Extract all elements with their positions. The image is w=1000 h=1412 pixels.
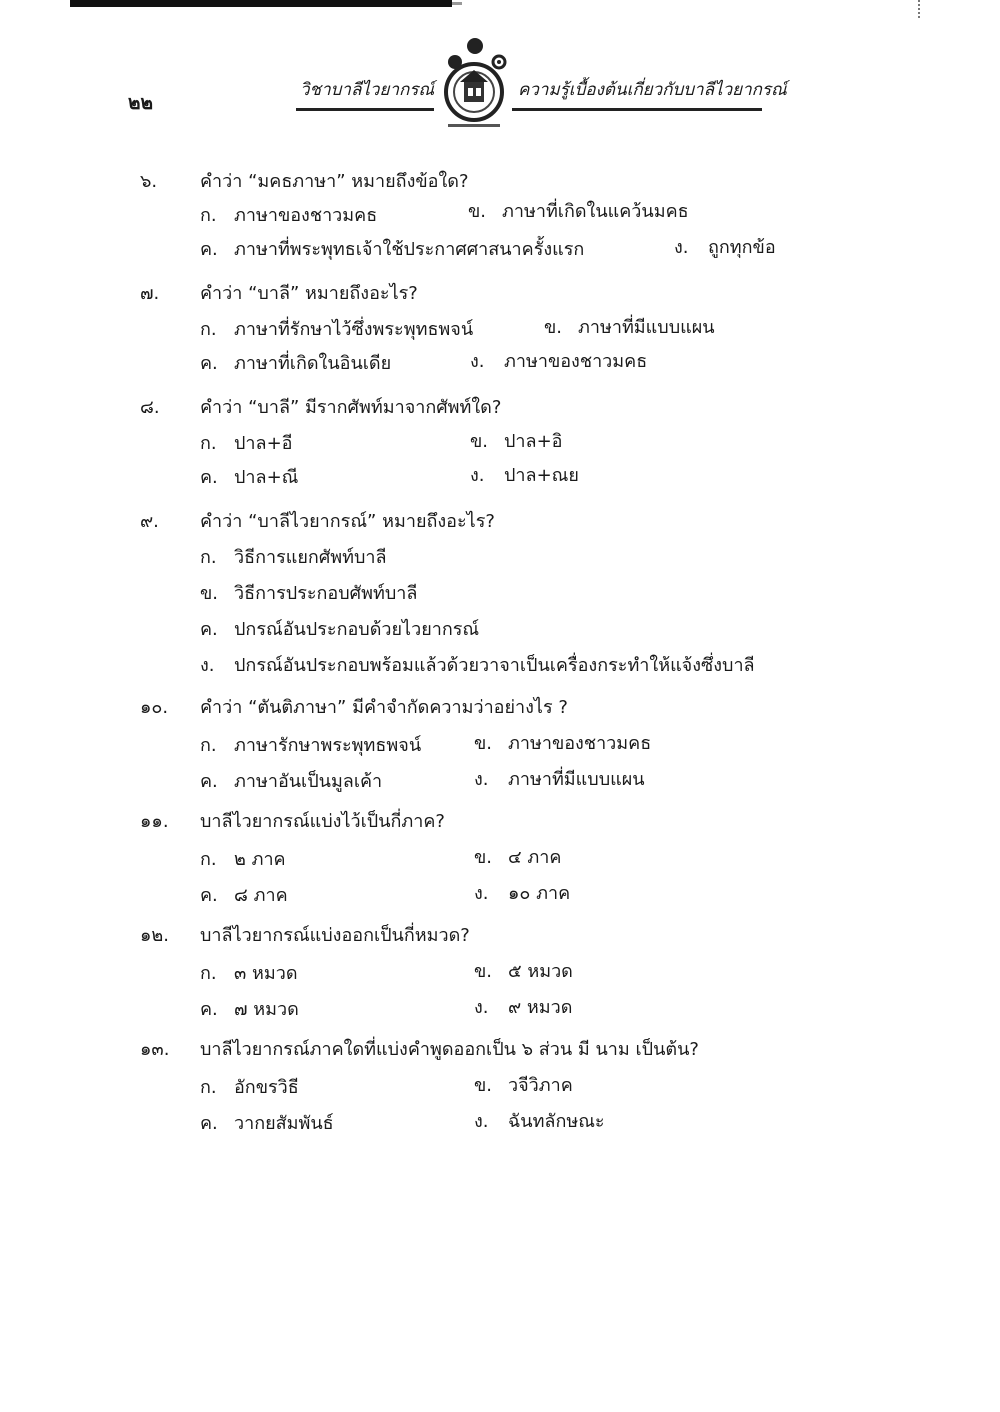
- option-d: ง. ๑๐ ภาค: [474, 883, 571, 904]
- header-right-rule: [512, 108, 762, 111]
- option-a: ก. ๓ หมวด: [200, 963, 298, 984]
- option-d: ง. ภาษาของชาวมคธ: [470, 351, 648, 372]
- question-text: คำว่า “บาลี” มีรากศัพท์มาจากศัพท์ใด?: [200, 397, 502, 418]
- option-d: ง. ปาล+ณย: [470, 465, 579, 486]
- option-c: ค. ปาล+ณี: [200, 467, 299, 488]
- question-number: ๙.: [140, 511, 159, 532]
- option-d: ง. ฉันทลักษณะ: [474, 1111, 605, 1132]
- question-number: ๑๒.: [140, 925, 170, 946]
- question-text: บาลีไวยากรณ์ภาคใดที่แบ่งคำพูดออกเป็น ๖ ส่วน มี นาม เป็นต้น?: [200, 1039, 699, 1060]
- option-a: ก. ๒ ภาค: [200, 849, 286, 870]
- header-left-rule: [296, 108, 434, 111]
- option-c: ค. ปกรณ์อันประกอบด้วยไวยากรณ์: [200, 619, 480, 640]
- header-left-title: วิชาบาลีไวยากรณ์: [300, 80, 435, 100]
- option-a: ก. ภาษารักษาพระพุทธพจน์: [200, 735, 422, 756]
- option-a: ก. ภาษาที่รักษาไว้ซึ่งพระพุทธพจน์: [200, 319, 474, 340]
- question-text: คำว่า “มคธภาษา” หมายถึงข้อใด?: [200, 171, 469, 192]
- option-b: ข. วจีวิภาค: [474, 1075, 573, 1096]
- option-b: ข. ภาษาที่เกิดในแคว้นมคธ: [468, 201, 689, 222]
- scan-top-edge-tail: [452, 2, 462, 5]
- option-c: ค. ภาษาที่พระพุทธเจ้าใช้ประกาศศาสนาครั้งแรก: [200, 239, 585, 260]
- option-a: ก. วิธีการแยกศัพท์บาลี: [200, 547, 387, 568]
- option-b: ข. ปาล+อิ: [470, 431, 563, 452]
- option-a: ก. ปาล+อี: [200, 433, 293, 454]
- option-b: ข. ภาษาที่มีแบบแผน: [544, 317, 715, 338]
- option-b: ข. ๔ ภาค: [474, 847, 562, 868]
- emblem-logo: [428, 34, 520, 134]
- header-right-title: ความรู้เบื้องต้นเกี่ยวกับบาลีไวยากรณ์: [518, 80, 787, 100]
- question-number: ๗.: [140, 283, 160, 304]
- option-a: ก. อักขรวิธี: [200, 1077, 299, 1098]
- option-c: ค. ๘ ภาค: [200, 885, 288, 906]
- option-d: ง. ๙ หมวด: [474, 997, 573, 1018]
- scan-top-edge: [70, 0, 452, 7]
- question-number: ๖.: [140, 171, 158, 192]
- option-b: ข. วิธีการประกอบศัพท์บาลี: [200, 583, 418, 604]
- option-c: ค. วากยสัมพันธ์: [200, 1113, 334, 1134]
- question-text: บาลีไวยากรณ์แบ่งไว้เป็นกี่ภาค?: [200, 811, 445, 832]
- question-text: คำว่า “บาลีไวยากรณ์” หมายถึงอะไร?: [200, 511, 495, 532]
- scan-corner-mark: [902, 0, 920, 18]
- option-c: ค. ภาษาที่เกิดในอินเดีย: [200, 353, 392, 374]
- question-number: ๑๐.: [140, 697, 169, 718]
- page-number: ๒๒: [128, 92, 154, 114]
- question-number: ๘.: [140, 397, 160, 418]
- option-d: ง. ปกรณ์อันประกอบพร้อมแล้วด้วยวาจาเป็นเครื่องกระทำให้แจ้งซึ่งบาลี: [200, 655, 755, 676]
- question-number: ๑๓.: [140, 1039, 170, 1060]
- question-text: คำว่า “บาลี” หมายถึงอะไร?: [200, 283, 418, 304]
- question-number: ๑๑.: [140, 811, 169, 832]
- option-b: ข. ๕ หมวด: [474, 961, 573, 982]
- option-a: ก. ภาษาของชาวมคธ: [200, 205, 378, 226]
- option-c: ค. ภาษาอันเป็นมูลเค้า: [200, 771, 383, 792]
- option-d: ง. ถูกทุกข้อ: [674, 237, 776, 258]
- option-d: ง. ภาษาที่มีแบบแผน: [474, 769, 645, 790]
- question-text: คำว่า “ตันติภาษา” มีคำจำกัดความว่าอย่างไร ?: [200, 697, 568, 718]
- question-text: บาลีไวยากรณ์แบ่งออกเป็นกี่หมวด?: [200, 925, 470, 946]
- option-b: ข. ภาษาของชาวมคธ: [474, 733, 652, 754]
- option-c: ค. ๗ หมวด: [200, 999, 299, 1020]
